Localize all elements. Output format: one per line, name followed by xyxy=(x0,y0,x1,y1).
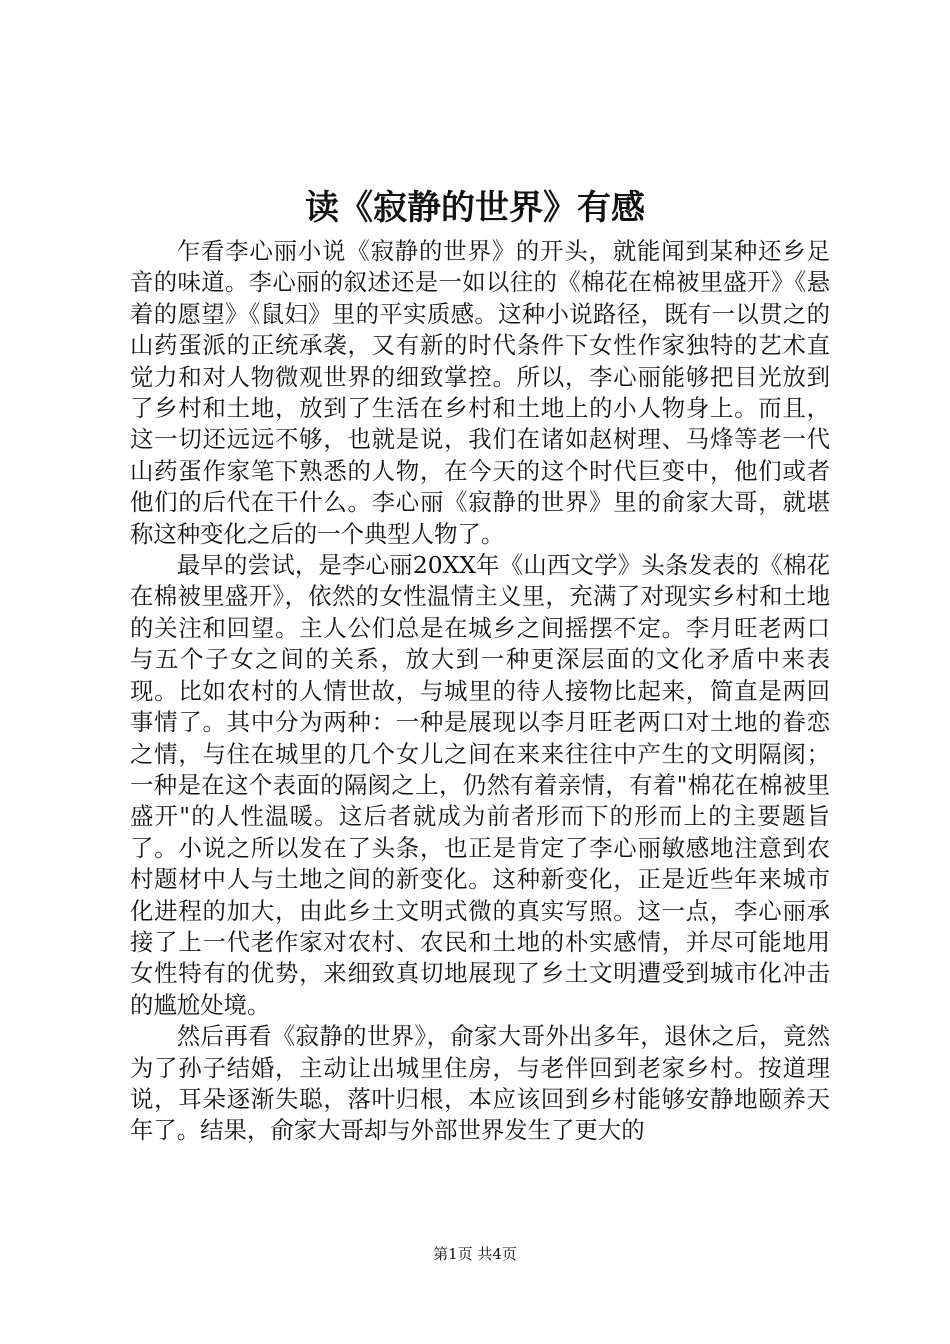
page-title: 读《寂静的世界》有感 xyxy=(305,188,645,228)
paragraph-2: 最早的尝试，是李心丽20XX年《山西文学》头条发表的《棉花在棉被里盛开》，依然的女性温情主义里，充满了对现实乡村和土地的关注和回望。主人公们总是在城乡之间摇摆不定。李月旺老两口与五个子女之间的关系，放大到一种更深层面的文化矛盾中来表现。比如农村的人情世故，与城里的待人接物比起来，简直是两回事情了。其中分为两种：一种是展现以李月旺老两口对土地的眷恋之情，与住在城里的几个女儿之间在来来往往中产生的文明隔阂；一种是在这个表面的隔阂之上，仍然有着亲情，有着"棉花在棉被里盛开"的人性温暖。这后者就成为前者形而下的形而上的主要题旨了。小说之所以发在了头条，也正是肯定了李心丽敏感地注意到农村题材中人与土地之间的新变化。这种新变化，正是近些年来城市化进程的加大，由此乡土文明式微的真实写照。这一点，李心丽承接了上一代老作家对农村、农民和土地的朴实感情，并尽可能地用女性特有的优势，来细致真切地展现了乡土文明遭受到城市化冲击的尴尬处境。 xyxy=(130,551,830,1019)
paragraph-1: 乍看李心丽小说《寂静的世界》的开头，就能闻到某种还乡足音的味道。李心丽的叙述还是一如以往的《棉花在棉被里盛开》《悬着的愿望》《鼠妇》里的平实质感。这种小说路径，既有一以贯之的山药蛋派的正统承袭，又有新的时代条件下女性作家独特的艺术直觉力和对人物微观世界的细致掌控。所以，李心丽能够把目光放到了乡村和土地，放到了生活在乡村和土地上的小人物身上。而且，这一切还远远不够，也就是说，我们在诸如赵树理、马烽等老一代山药蛋作家笔下熟悉的人物，在今天的这个时代巨变中，他们或者他们的后代在干什么。李心丽《寂静的世界》里的俞家大哥，就堪称这种变化之后的一个典型人物了。 xyxy=(130,237,830,548)
paragraph-3: 然后再看《寂静的世界》，俞家大哥外出多年，退休之后，竟然为了孙子结婚，主动让出城里住房，与老伴回到老家乡村。按道理说，耳朵逐渐失聪，落叶归根，本应该回到乡村能够安静地颐养天年了。结果，俞家大哥却与外部世界发生了更大的 xyxy=(130,1022,830,1145)
page-number-footer: 第1页 共4页 xyxy=(433,1245,517,1263)
document-body xyxy=(130,236,830,1147)
